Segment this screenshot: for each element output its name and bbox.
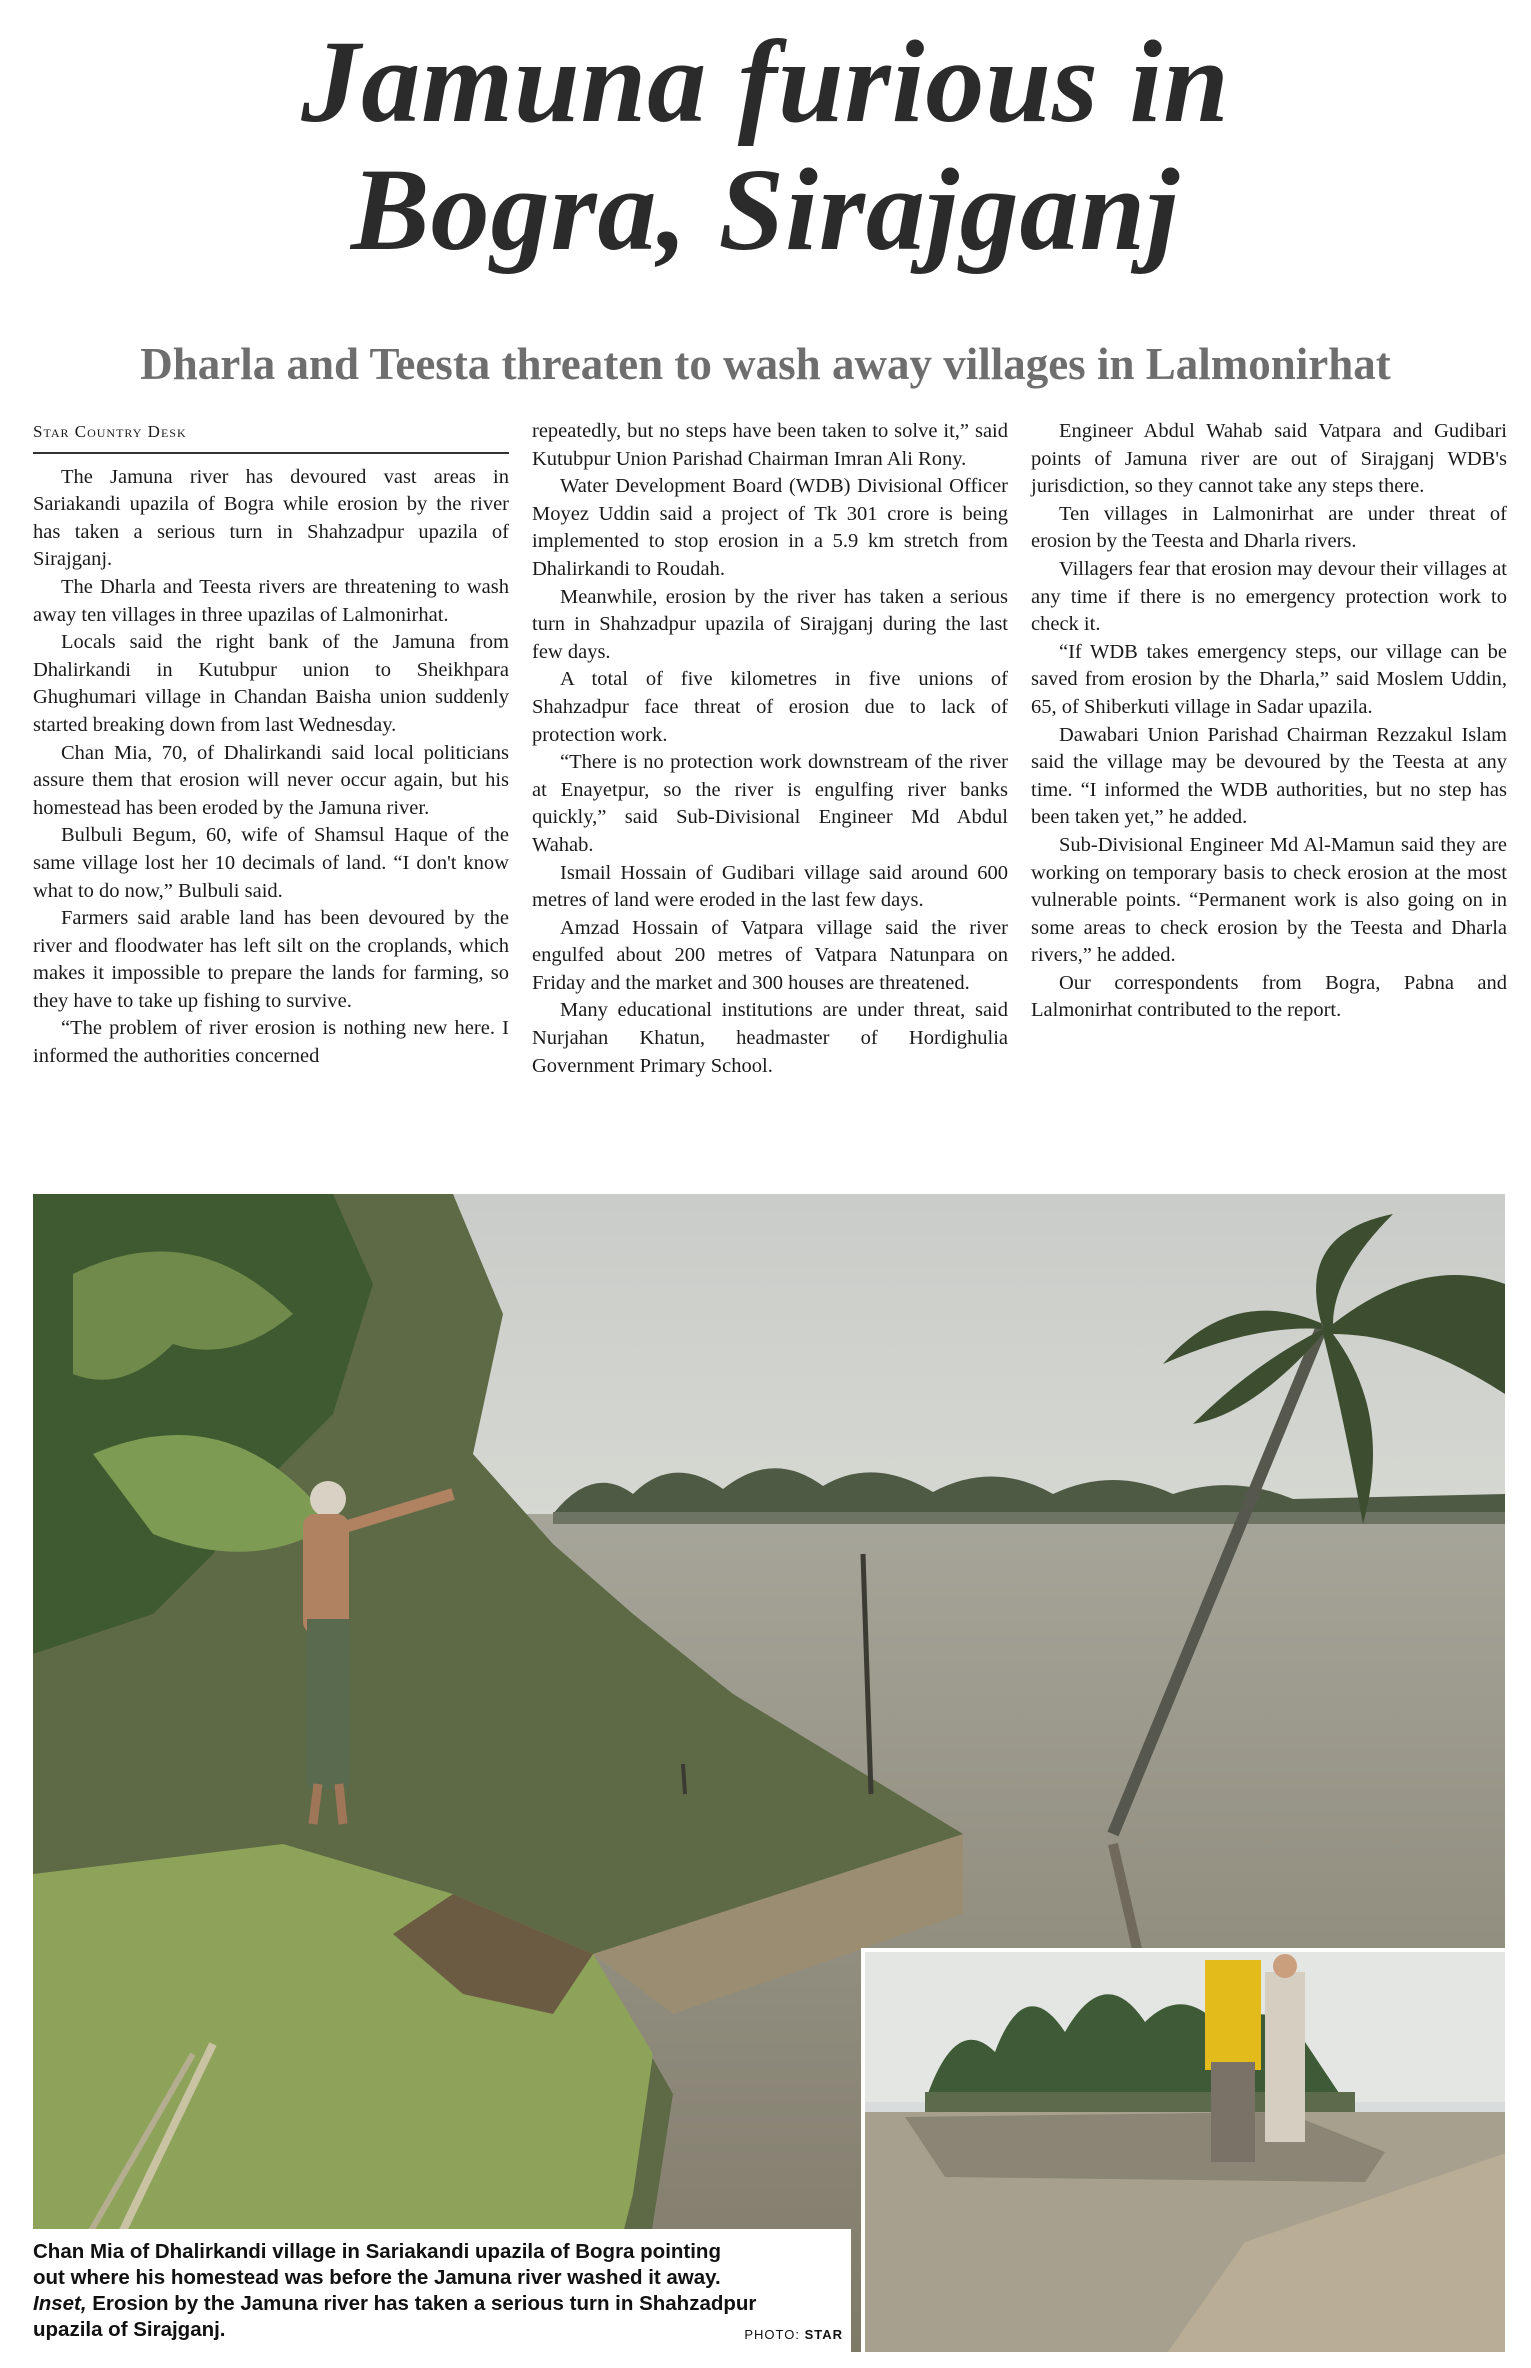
headline-line-2: Bogra, Sirajganj (350, 144, 1181, 275)
paragraph: “There is no protection work downstream of the river at Enayetpur, so the river is engulfing river banks quickly,” said Sub-Divisional Engineer Md Abdul Wahab. (532, 751, 1008, 856)
paragraph: Engineer Abdul Wahab said Vatpara and Gudibari points of Jamuna river are out of Sirajganj WDB's jurisdiction, so they cannot take any steps there. (1031, 420, 1507, 498)
paragraph: “If WDB takes emergency steps, our village can be saved from erosion by the Dharla,” said Moslem Uddin, 65, of Shiberkuti village in Sadar upazila. (1031, 640, 1507, 718)
paragraph: Chan Mia, 70, of Dhalirkandi said local politicians assure them that erosion will never occur again, but his homestead has been eroded by the Jamuna river. (33, 741, 509, 819)
photo-credit-label: PHOTO: (744, 2327, 800, 2342)
byline: Star Country Desk (33, 418, 509, 454)
photo-credit-source: STAR (804, 2327, 843, 2342)
caption-line-3-text: Erosion by the Jamuna river has taken a serious turn in Shahzadpur (86, 2292, 757, 2315)
inset-erosion-photo (865, 1952, 1505, 2352)
inset-photo (861, 1948, 1505, 2352)
paragraph: Our correspondents from Bogra, Pabna and Lalmonirhat contributed to the report. (1031, 971, 1507, 1022)
main-photo (33, 1194, 1505, 2352)
paragraph: Dawabari Union Parishad Chairman Rezzakul Islam said the village may be devoured by the Teesta at any time. “I informed the WDB authorities, but no step has been taken yet,” he added. (1031, 723, 1507, 829)
subheadline: Dharla and Teesta threaten to wash away villages in Lalmonirhat (140, 339, 1391, 389)
article-column-2 (532, 418, 1008, 1080)
paragraph: Bulbuli Begum, 60, wife of Shamsul Haque of the same village lost her 10 decimals of land. “I don't know what to do now,” Bulbuli said. (33, 824, 509, 902)
paragraph: Ten villages in Lalmonirhat are under threat of erosion by the Teesta and Dharla rivers. (1031, 502, 1507, 553)
paragraph: Amzad Hossain of Vatpara village said the river engulfed about 200 metres of Vatpara Natunpara on Friday and the market and 300 houses are threatened. (532, 916, 1008, 994)
article-column-1 (33, 418, 509, 1071)
paragraph: Water Development Board (WDB) Divisional Officer Moyez Uddin said a project of Tk 301 crore is being implemented to stop erosion in a 5.9 km stretch from Dhalirkandi to Roudah. (532, 475, 1008, 580)
photo-credit (744, 2322, 843, 2348)
headline-line-1: Jamuna furious in (301, 16, 1230, 147)
paragraph: Many educational institutions are under threat, said Nurjahan Khatun, headmaster of Hordighulia Government Primary School. (532, 999, 1008, 1077)
caption-line-2: out where his homestead was before the Jamuna river washed it away. (33, 2266, 721, 2289)
caption-line-1: Chan Mia of Dhalirkandi village in Sariakandi upazila of Bogra pointing (33, 2240, 721, 2263)
paragraph: “The problem of river erosion is nothing new here. I informed the authorities concerned (33, 1017, 509, 1068)
article-column-3 (1031, 418, 1507, 1025)
paragraph: Sub-Divisional Engineer Md Al-Mamun said they are working on temporary basis to check erosion at the most vulnerable points. “Permanent work is also going on in some areas to check erosion by the Teesta and Dharla rivers,” he added. (1031, 833, 1507, 967)
caption-line-4: upazila of Sirajganj. (33, 2318, 226, 2341)
paragraph: The Dharla and Teesta rivers are threatening to wash away ten villages in three upazilas of Lalmonirhat. (33, 575, 509, 626)
paragraph: Locals said the right bank of the Jamuna from Dhalirkandi in Kutubpur union to Sheikhpara Ghughumari village in Chandan Baisha union suddenly started breaking down from last Wednesday. (33, 631, 509, 736)
caption-inset-label: Inset, (33, 2292, 87, 2315)
paragraph: Farmers said arable land has been devoured by the river and floodwater has left silt on the croplands, which makes it impossible to prepare the lands for farming, so they have to take up fishing to survive. (33, 907, 509, 1012)
paragraph: Ismail Hossain of Gudibari village said around 600 metres of land were eroded in the last few days. (532, 861, 1008, 912)
paragraph: A total of five kilometres in five unions of Shahzadpur face threat of erosion due to lack of protection work. (532, 668, 1008, 746)
paragraph: repeatedly, but no steps have been taken to solve it,” said Kutubpur Union Parishad Chairman Imran Ali Rony. (532, 420, 1008, 470)
photo-caption (33, 2229, 851, 2352)
caption-line-3 (33, 2291, 851, 2317)
headline (0, 18, 1531, 274)
paragraph: Villagers fear that erosion may devour their villages at any time if there is no emergency protection work to check it. (1031, 557, 1507, 636)
paragraph: The Jamuna river has devoured vast areas in Sariakandi upazila of Bogra while erosion by the river has taken a serious turn in Shahzadpur upazila of Sirajganj. (33, 465, 509, 571)
paragraph: Meanwhile, erosion by the river has taken a serious turn in Shahzadpur upazila of Sirajganj during the last few days. (532, 585, 1008, 663)
